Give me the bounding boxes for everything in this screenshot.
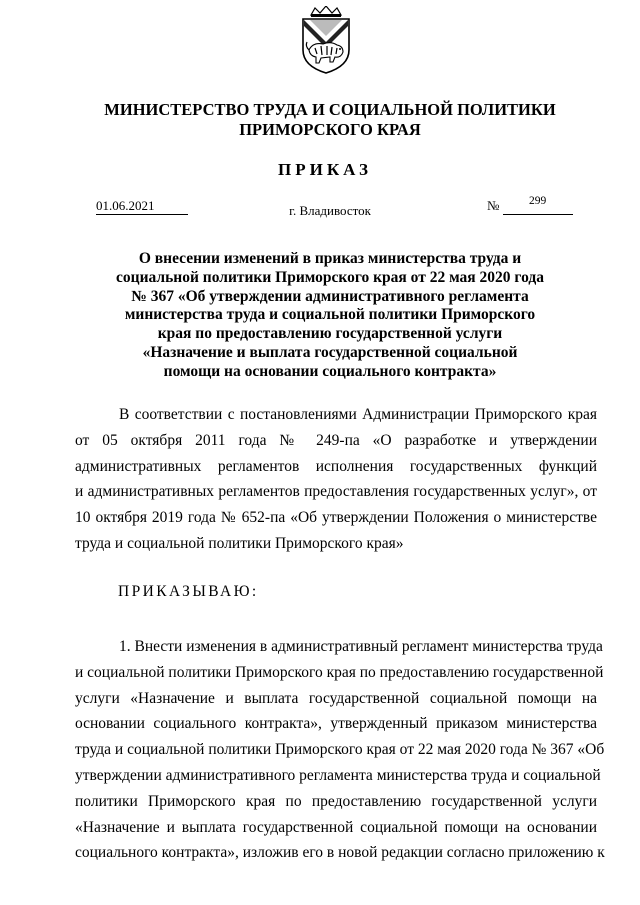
order-number-label: № xyxy=(487,198,500,213)
subject-line: О внесении изменений в приказ министерства труда и xyxy=(138,250,522,267)
order-date: 01.06.2021 xyxy=(96,198,188,215)
item-1-line: социального контракта», изложив его в новой редакции согласно приложению к xyxy=(75,844,605,862)
order-directive: ПРИКАЗЫВАЮ: xyxy=(118,583,259,600)
preamble-line: от 05 октября 2011 года № 249-па «О разработке и утверждении xyxy=(75,431,597,449)
preamble-line: и административных регламентов предоставления государственных услуг», от xyxy=(75,483,597,501)
item-1-line: политики Приморского края по предоставлению государственной услуги xyxy=(75,792,597,810)
subject-line: социальной политики Приморского края от 22 мая 2020 года xyxy=(116,268,544,286)
preamble-line: труда и социальной политики Приморского края» xyxy=(75,534,404,552)
item-1-line: основании социального контракта», утвержденный приказом министерства xyxy=(75,715,597,733)
order-title: ПРИКАЗ xyxy=(278,160,372,179)
item-1-paragraph xyxy=(75,634,605,866)
order-city: г. Владивосток xyxy=(289,203,371,218)
item-1-line: и социальной политики Приморского края по предоставлению государственной xyxy=(75,663,604,681)
coat-of-arms-emblem xyxy=(297,6,355,74)
preamble-line: административных регламентов исполнения государственных функций xyxy=(75,457,597,475)
preamble-line: 10 октября 2019 года № 652-па «Об утверждении Положения о министерстве xyxy=(75,509,597,527)
item-1-line: 1. Внести изменения в административный регламент министерства труда xyxy=(119,638,603,655)
item-1-line: труда и социальной политики Приморского края от 22 мая 2020 года № 367 «Об xyxy=(75,741,605,759)
ministry-line-2: ПРИМОРСКОГО КРАЯ xyxy=(239,120,421,139)
order-subject xyxy=(60,250,600,382)
preamble-paragraph xyxy=(75,402,597,557)
subject-line: № 367 «Об утверждении административного регламента xyxy=(131,287,529,305)
preamble-line: В соответствии с постановлениями Администрации Приморского края xyxy=(119,406,597,423)
item-1-line: утверждении административного регламента министерства труда и социальной xyxy=(75,766,601,784)
ministry-name xyxy=(60,100,600,140)
subject-line: края по предоставлению государственной услуги xyxy=(157,325,503,343)
subject-line: министерства труда и социальной политики Приморского xyxy=(124,306,536,324)
subject-line: помощи на основании социального контракта» xyxy=(163,362,497,380)
order-number xyxy=(487,195,573,215)
item-1-line: «Назначение и выплата государственной социальной помощи на основании xyxy=(75,818,597,836)
item-1-line: услуги «Назначение и выплата государственной социальной помощи на xyxy=(75,689,597,707)
order-number-value: 299 xyxy=(529,195,547,207)
ministry-line-1: МИНИСТЕРСТВО ТРУДА И СОЦИАЛЬНОЙ ПОЛИТИКИ xyxy=(104,100,556,119)
subject-line: «Назначение и выплата государственной социальной xyxy=(142,343,518,361)
